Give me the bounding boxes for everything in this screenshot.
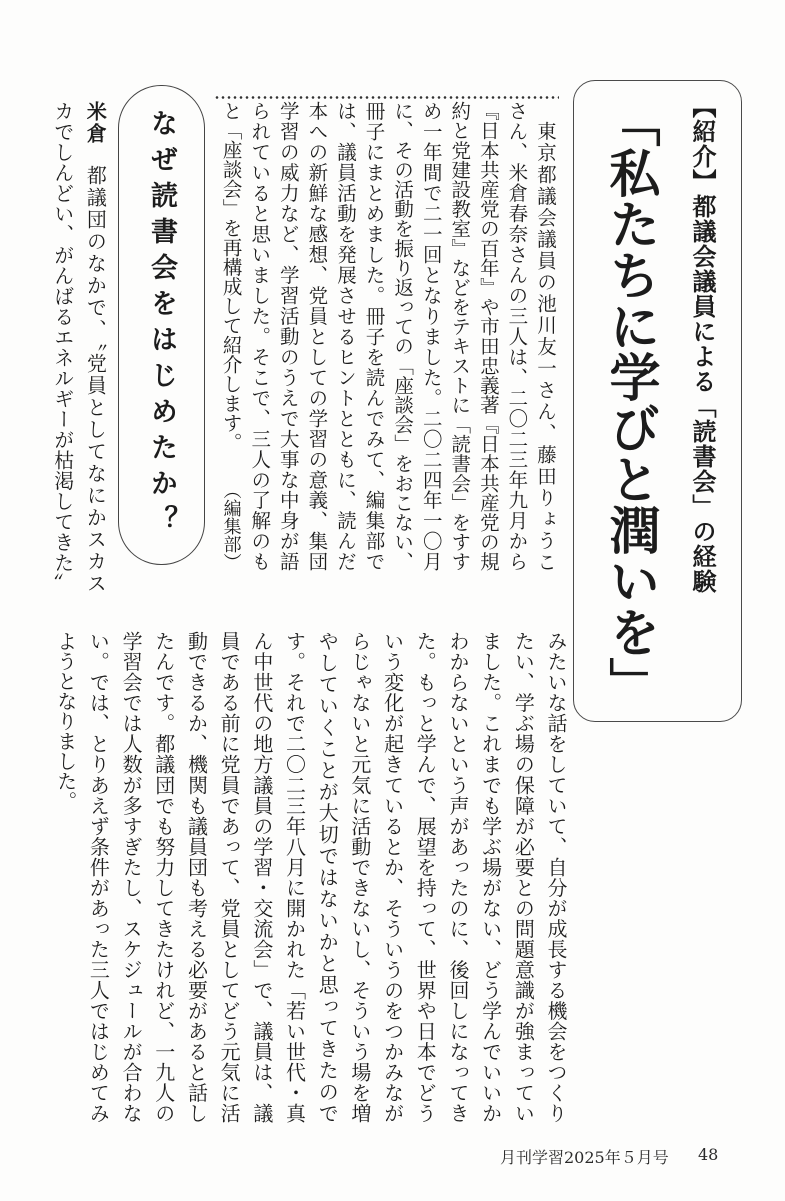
lead-line: 『日本共産党の百年』や市田忠義著『日本共産党の規 xyxy=(476,101,500,571)
lead-line: さん、米倉春奈さんの三人は、二〇二三年九月から xyxy=(505,101,529,571)
lead-line: 本への新鮮な感想、党員としての学習の意義、集団 xyxy=(305,101,329,571)
body-line: ん中世代の地方議員の学習・交流会」で、議員は、議 xyxy=(249,631,274,1123)
body-line: ました。これまでも学ぶ場がない、どう学んでいいか xyxy=(478,631,503,1123)
section-heading xyxy=(118,85,205,565)
lead-line: に、その活動を振り返っての「座談会」をおこない、 xyxy=(391,101,415,571)
body-line-text: 都議団のなかで、〝党員としてなにかスカス xyxy=(83,165,108,593)
lead-last-line xyxy=(216,101,245,571)
body-line: い。では、とりあえず条件があった三人ではじめてみ xyxy=(86,631,111,1123)
body-text-upper xyxy=(46,101,111,593)
lead-line: め一年間で二一回となりました。二〇二四年一〇月 xyxy=(419,101,443,571)
footer-magazine-issue: 月刊学習2025年５月号 xyxy=(500,1148,669,1167)
body-line: たんです。都議団でも努力してきたけれど、一九人の xyxy=(151,631,176,1123)
lead-line: は、議員活動を発展させるヒントとともに、読んだ xyxy=(333,101,357,571)
section-heading-text: なぜ読書会をはじめたか？ xyxy=(146,109,177,541)
lead-credit: （編集部） xyxy=(220,481,242,571)
lead-text xyxy=(216,101,559,571)
speaker-name: 米倉 xyxy=(83,101,108,145)
body-line: た。もっと学んで、展望を持って、世界や日本でどう xyxy=(413,631,438,1123)
body-line: 動できるか、機関も議員団も考える必要があると話し xyxy=(184,631,209,1123)
lead-line: 冊子にまとめました。冊子を読んでみて、編集部で xyxy=(362,101,386,571)
article-title: 「私たちに学びと潤いを」 xyxy=(600,96,659,708)
article-subtitle xyxy=(686,94,718,594)
body-line: 員である前に党員であって、党員としてどう元気に活 xyxy=(217,631,242,1123)
body-line: 学習会では人数が多すぎたし、スケジュールが合わな xyxy=(119,631,144,1123)
body-line: らじゃないと元気に活動できないし、そういう場を増 xyxy=(347,631,372,1123)
title-box xyxy=(573,80,742,722)
lead-dotted-rule xyxy=(214,96,559,99)
body-line: わからないという声があったのに、後回しになってき xyxy=(445,631,470,1123)
article-tag: 【紹介】 xyxy=(688,94,716,194)
body-line: みたいな話をしていて、自分が成長する機会をつくり xyxy=(544,631,568,1123)
lead-line: 学習の威力など、学習活動のうえで大事な中身が語 xyxy=(276,101,300,571)
body-line: やしていくことが大切ではないかと思ってきたので xyxy=(315,631,340,1123)
lead-line: と「座談会」を再構成して紹介します。 xyxy=(219,101,243,452)
article-subtitle-text: 都議会議員による「読書会」の経験 xyxy=(688,194,716,594)
lead-line: 東京都議会議員の池川友一さん、藤田りょうこ xyxy=(534,120,557,571)
body-line: たい、学ぶ場の保障が必要との問題意識が強まってい xyxy=(511,631,536,1123)
body-line: いう変化が起きているとか、そういうのをつかみなが xyxy=(380,631,405,1123)
body-line: す。それで二〇二三年八月に開かれた「若い世代・真 xyxy=(282,631,307,1123)
body-line: ようとなりました。 xyxy=(53,631,78,811)
lead-line: られていると思いました。そこで、三人の了解のも xyxy=(248,101,272,571)
lead-line: 約と党建設教室』などをテキストに「読書会」をすす xyxy=(448,101,472,571)
body-line: カでしんどい、がんばるエネルギーが枯渇してきた〟 xyxy=(50,101,75,593)
body-text-lower xyxy=(49,631,572,1123)
footer-page-number: 48 xyxy=(698,1145,719,1164)
body-line xyxy=(79,101,112,593)
